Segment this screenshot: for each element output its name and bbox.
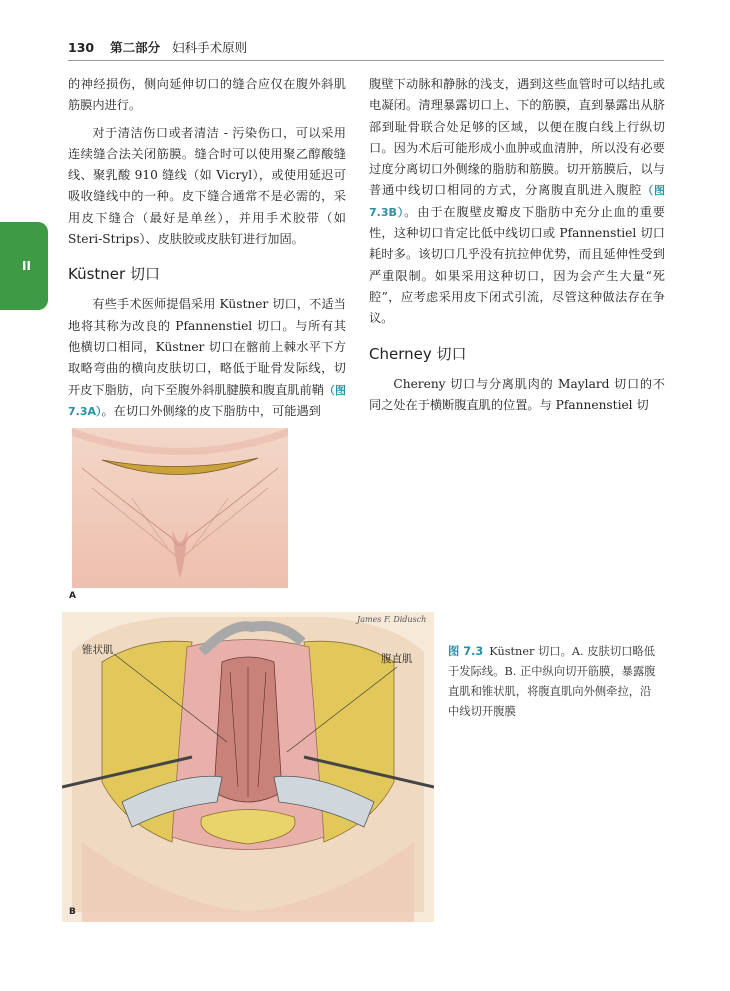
figure-reference[interactable]: （图 7.3B） — [369, 184, 666, 219]
paragraph: 的神经损伤，侧向延伸切口的缝合应仅在腹外斜肌筋膜内进行。 — [68, 77, 346, 113]
paragraph: Chereny 切口与分离肌肉的 Maylard 切口的不同之处在于横断腹直肌的位置。与 Pfannenstiel 切 — [369, 376, 665, 412]
illustrator-signature: James F. Didusch — [357, 615, 427, 624]
annotation-pyramidalis: 锥状肌 — [82, 644, 114, 656]
figure-panel-b-illustration — [62, 612, 434, 922]
panel-letter-b: B — [69, 907, 76, 917]
paragraph: 有些手术医师提倡采用 Küstner 切口，不适当地将其称为改良的 Pfannenstiel 切口。与所有其他横切口相同，Küstner 切口在髂前上棘水平下方取略弯曲的横向皮肤切口，略低于耻骨发际线，切开皮下脂肪，向下至腹外斜肌腱膜和腹直肌前鞘（图 7.3A）。在切口外侧缘的皮下脂肪中，可能遇到 — [68, 297, 347, 418]
caption-label: 图 7.3 — [448, 645, 484, 658]
part-label: 第二部分 — [110, 40, 161, 55]
paragraph: 对于清洁伤口或者清洁 - 污染伤口，可以采用连续缝合法关闭筋膜。缝合时可以使用聚乙醇酸缝线、聚乳酸 910 缝线（如 Vicryl），或使用延迟可吸收缝线中的一种。皮下缝合通常不是必需的，采用皮下缝合（最好是单丝），并用手术胶带（如 Steri-Strips）、皮肤胶或皮肤钉进行加固。 — [68, 125, 346, 247]
right-column — [369, 74, 665, 422]
section-heading: Cherney 切口 — [369, 344, 467, 363]
header-rule — [68, 60, 664, 61]
section-tab-label: II — [22, 259, 31, 273]
page-number: 130 — [68, 40, 95, 55]
figure-caption — [448, 642, 662, 722]
paragraph: 腹壁下动脉和静脉的浅支，遇到这些血管时可以结扎或电凝闭。清理暴露切口上、下的筋膜，直到暴露出从脐部到耻骨联合处足够的区域，以便在腹白线上行纵切口。因为术后可能形成小血肿或血清肿，所以没有必要过度分离切口外侧缘的脂肪和筋膜。切开筋膜后，以与普通中线切口相同的方式，分离腹直肌进入腹腔（图 7.3B）。由于在腹壁皮瓣皮下脂肪中充分止血的重要性，这种切口肯定比低中线切口或 Pfannenstiel 切口耗时多。该切口几乎没有抗拉伸优势，而且延伸性受到严重限制。如果采用这种切口，因为会产生大量“死腔”，应考虑采用皮下闭式引流，尽管这种做法存在争议。 — [369, 77, 666, 326]
figure-panel-a-illustration — [72, 428, 288, 588]
running-header — [68, 38, 668, 62]
annotation-rectus: 腹直肌 — [381, 653, 413, 665]
figure-reference[interactable]: （图 7.3A） — [68, 383, 347, 418]
panel-letter-a: A — [69, 591, 76, 601]
caption-text: Küstner 切口。A. 皮肤切口略低于发际线。B. 正中纵向切开筋膜，暴露腹直肌和锥状肌，将腹直肌向外侧牵拉，沿中线切开腹膜 — [448, 645, 656, 718]
section-heading: Küstner 切口 — [68, 265, 160, 284]
part-title: 妇科手术原则 — [172, 40, 248, 55]
section-tab — [0, 222, 48, 310]
left-column — [68, 74, 346, 428]
